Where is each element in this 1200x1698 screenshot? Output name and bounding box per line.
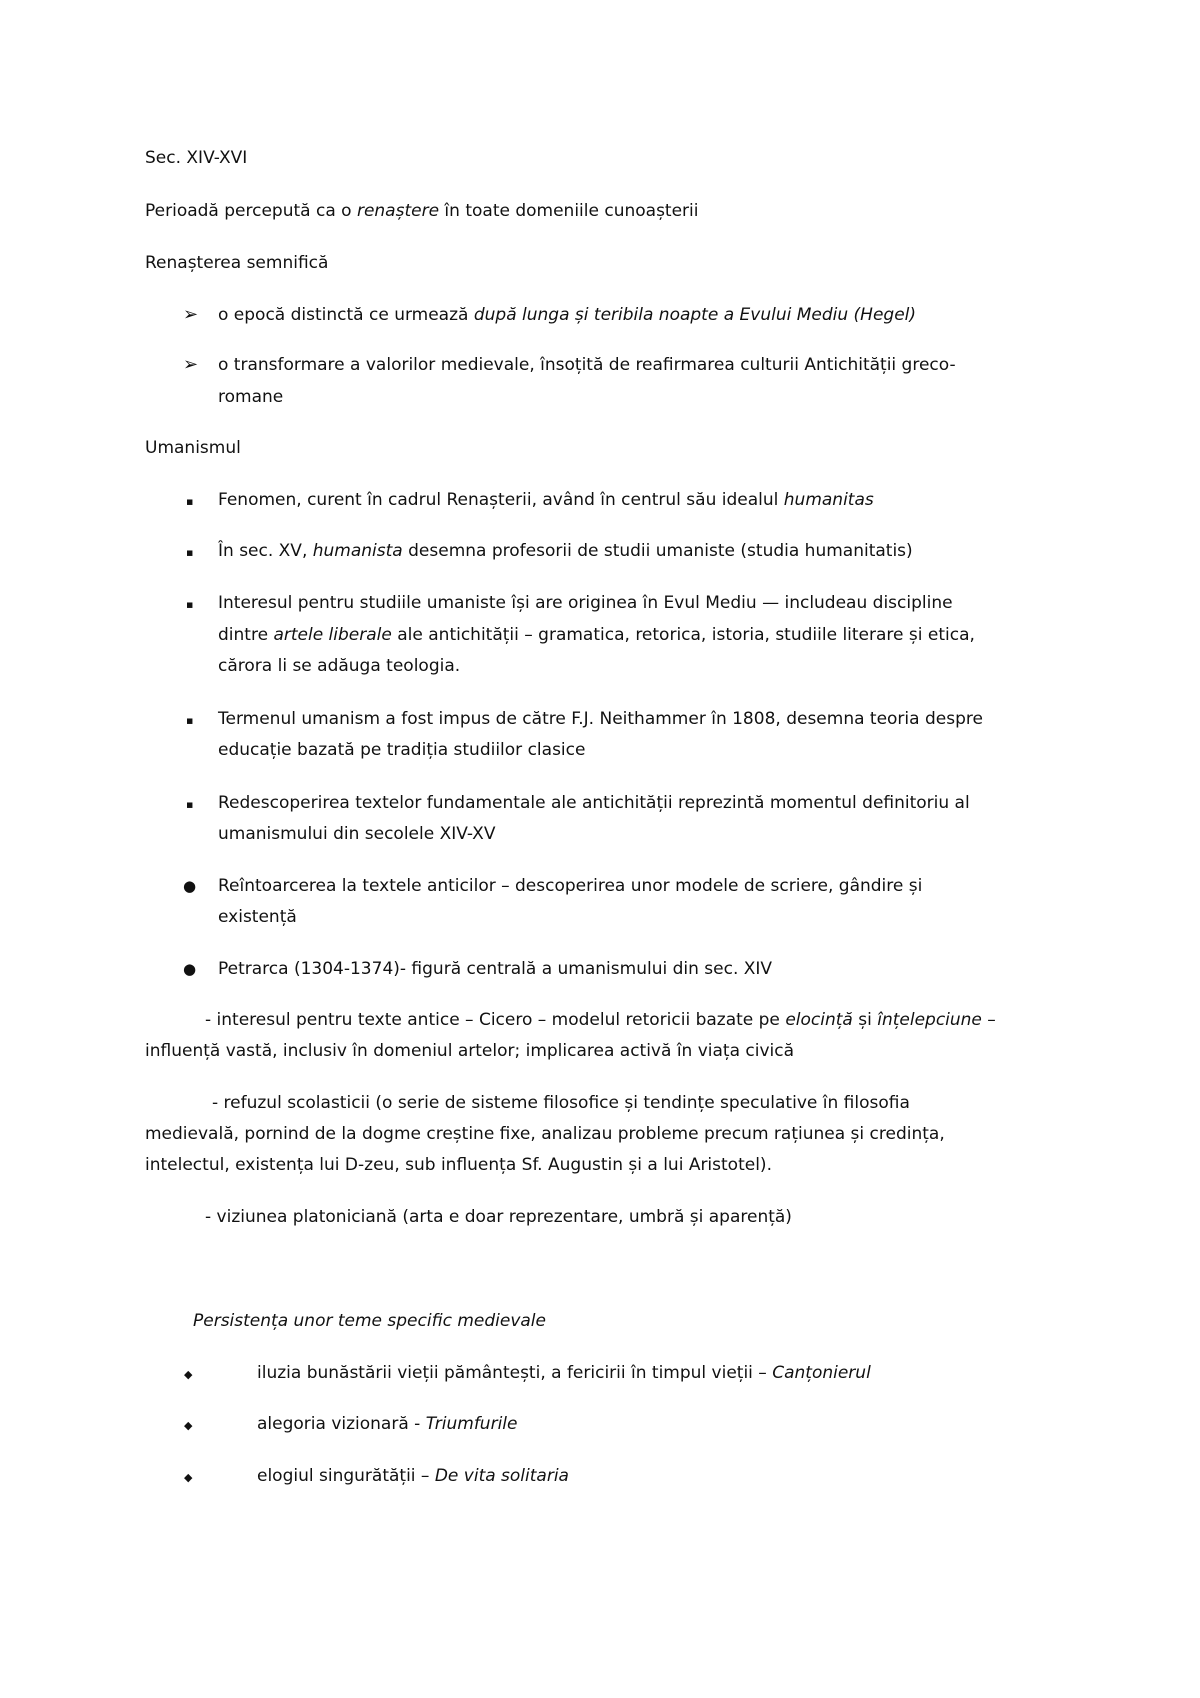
square-bullet-icon: ▪ xyxy=(186,546,194,559)
square-bullet-icon: ▪ xyxy=(186,714,194,727)
renasterea-item-1: o epocă distinctă ce urmează după lunga și teribila noapte a Evului Mediu (Hegel) xyxy=(218,305,917,325)
umanismul-item-1: Fenomen, curent în cadrul Renașterii, având în centrul său idealul humanitas xyxy=(218,490,874,510)
petrarca-note-2-line1: - refuzul scolasticii (o serie de sisteme filosofice și tendințe speculative în filosofia xyxy=(212,1093,910,1113)
square-bullet-icon: ▪ xyxy=(186,598,194,611)
umanismul-item-5-line1: Redescoperirea textelor fundamentale ale antichității reprezintă momentul definitoriu al xyxy=(218,793,970,813)
arrow-bullet-icon: ➢ xyxy=(183,354,199,375)
persistenta-item-3: elogiul singurătății – De vita solitaria xyxy=(257,1466,569,1486)
umanismul-title: Umanismul xyxy=(145,438,241,458)
persistenta-item-1: iluzia bunăstării vieții pământești, a fericirii în timpul vieții – Canțonierul xyxy=(257,1363,871,1383)
umanismul-item-6-line2: existență xyxy=(218,907,297,927)
diamond-bullet-icon: ◆ xyxy=(184,1419,193,1432)
persistenta-title: Persistența unor teme specific medievale xyxy=(193,1311,546,1331)
umanismul-item-6-line1: Reîntoarcerea la textele anticilor – descoperirea unor modele de scriere, gândire și xyxy=(218,876,923,896)
arrow-bullet-icon: ➢ xyxy=(183,304,199,325)
square-bullet-icon: ▪ xyxy=(186,798,194,811)
petrarca-note-2-line3: intelectul, existența lui D-zeu, sub influența Sf. Augustin și a lui Aristotel). xyxy=(145,1155,772,1175)
umanismul-item-4-line2: educație bazată pe tradiția studiilor clasice xyxy=(218,740,586,760)
petrarca-note-3: - viziunea platoniciană (arta e doar reprezentare, umbră și aparență) xyxy=(205,1207,792,1227)
dot-bullet-icon: ● xyxy=(183,960,197,978)
renasterea-item-2-line2: romane xyxy=(218,387,284,407)
diamond-bullet-icon: ◆ xyxy=(184,1368,193,1381)
petrarca-note-1-line1: - interesul pentru texte antice – Cicero – modelul retoricii bazate pe elocință și înțelepciune – xyxy=(205,1010,996,1030)
umanismul-item-5-line2: umanismului din secolele XIV-XV xyxy=(218,824,496,844)
renasterea-title: Renașterea semnifică xyxy=(145,253,329,273)
umanismul-item-3-line3: cărora li se adăuga teologia. xyxy=(218,656,461,676)
umanismul-item-3-line1: Interesul pentru studiile umaniste își are originea în Evul Mediu — includeau discipline xyxy=(218,593,953,613)
petrarca-note-1-line2: influență vastă, inclusiv în domeniul artelor; implicarea activă în viața civică xyxy=(145,1041,795,1061)
renasterea-item-2-line1: o transformare a valorilor medievale, însoțită de reafirmarea culturii Antichității greco- xyxy=(218,355,956,375)
dot-bullet-icon: ● xyxy=(183,877,197,895)
diamond-bullet-icon: ◆ xyxy=(184,1471,193,1484)
umanismul-item-2: În sec. XV, humanista desemna profesorii de studii umaniste (studia humanitatis) xyxy=(218,541,913,561)
persistenta-item-2: alegoria vizionară - Triumfurile xyxy=(257,1414,518,1434)
square-bullet-icon: ▪ xyxy=(186,495,194,508)
umanismul-item-4-line1: Termenul umanism a fost impus de către F.J. Neithammer în 1808, desemna teoria despre xyxy=(218,709,983,729)
intro-paragraph: Perioadă percepută ca o renaștere în toate domeniile cunoașterii xyxy=(145,201,699,221)
umanismul-item-7: Petrarca (1304-1374)- figură centrală a umanismului din sec. XIV xyxy=(218,959,773,979)
heading: Sec. XIV-XVI xyxy=(145,148,248,168)
petrarca-note-2-line2: medievală, pornind de la dogme creștine fixe, analizau probleme precum rațiunea și credința, xyxy=(145,1124,945,1144)
umanismul-item-3-line2: dintre artele liberale ale antichității – gramatica, retorica, istoria, studiile literare și etica, xyxy=(218,625,975,645)
